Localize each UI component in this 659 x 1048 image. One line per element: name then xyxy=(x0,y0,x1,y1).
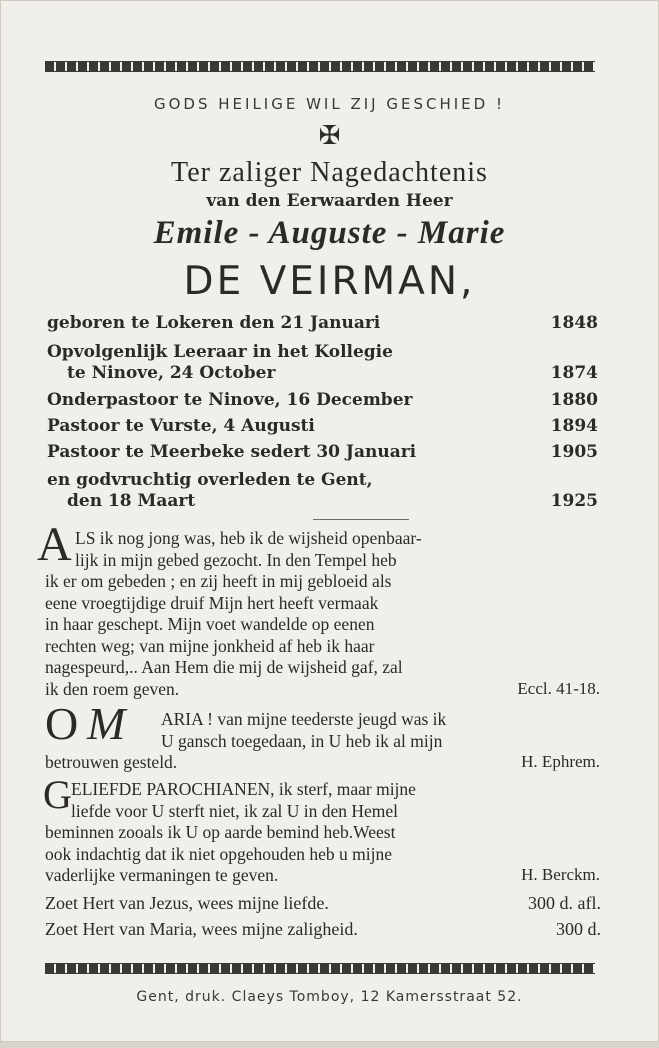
prayer-line xyxy=(45,919,601,940)
prayer-text: Zoet Hert van Maria, wees mijne zaligheid. xyxy=(45,919,358,939)
quote-line: in haar geschept. Mijn voet wandelde op eenen xyxy=(45,614,375,634)
motto: GODS HEILIGE WIL ZIJ GESCHIED ! xyxy=(154,95,505,113)
quote-line: ELIEFDE PAROCHIANEN, ik sterf, maar mijne xyxy=(71,779,416,799)
quote-line: ik den roem geven. xyxy=(45,678,180,699)
bio-year: 1848 xyxy=(550,313,598,333)
bio-line: Opvolgenlijk Leeraar in het Kollegie xyxy=(47,342,393,362)
bio-year: 1874 xyxy=(550,363,598,383)
quote-line: U gansch toegedaan, in U heb ik al mijn xyxy=(161,730,443,751)
bio-year: 1880 xyxy=(550,390,598,410)
bio-line: Pastoor te Meerbeke sedert 30 Januari xyxy=(47,442,417,462)
maria-quote xyxy=(45,709,601,774)
quote-line: rechten weg; van mijne jonkheid af heb ik haar xyxy=(45,635,375,656)
quote-source: Eccl. 41-18. xyxy=(517,679,600,698)
drop-cap-a: A xyxy=(37,518,72,571)
parish-quote xyxy=(45,779,601,887)
bio-line: Onderpastoor te Ninove, 16 December xyxy=(47,390,413,410)
section-divider xyxy=(313,519,409,520)
heading: Ter zaliger Nagedachtenis xyxy=(171,157,488,188)
prayer-indulgence: 300 d. xyxy=(556,919,601,939)
cross-icon: ✠ xyxy=(318,121,341,151)
quote-source: H. Ephrem. xyxy=(521,752,600,771)
drop-cap-o: O xyxy=(45,698,79,749)
quote-line: LS ik nog jong was, heb ik de wijsheid openbaar- xyxy=(75,528,422,548)
bio-line: geboren te Lokeren den 21 Januari xyxy=(47,313,381,333)
bio-line: Pastoor te Vurste, 4 Augusti xyxy=(47,416,315,436)
quote-line: vaderlijke vermaningen te geven. xyxy=(45,865,279,885)
bio-year: 1905 xyxy=(550,442,598,462)
bio-line: den 18 Maart xyxy=(67,491,196,511)
quote-line: nagespeurd,.. Aan Hem die mij de wijsheid gaf, zal xyxy=(45,657,403,677)
quote-line: beminnen zooals ik U op aarde bemind heb.Weest xyxy=(45,822,396,842)
prayer-text: Zoet Hert van Jezus, wees mijne liefde. xyxy=(45,893,329,913)
bio-line: en godvruchtig overleden te Gent, xyxy=(47,470,373,490)
quote-line: liefde voor U sterft niet, ik zal U in den Hemel xyxy=(71,800,399,821)
wisdom-quote xyxy=(45,528,601,700)
quote-source: H. Berckm. xyxy=(521,865,600,884)
quote-line: ik er om gebeden ; en zij heeft in mij gebloeid als xyxy=(45,571,392,591)
bio-line: te Ninove, 24 October xyxy=(67,363,276,383)
quote-line: betrouwen gesteld. xyxy=(45,752,178,772)
prayer-line xyxy=(45,893,601,914)
printer-imprint: Gent, druk. Claeys Tomboy, 12 Kamersstraat 52. xyxy=(136,989,523,1005)
drop-cap-m: M xyxy=(87,698,126,749)
bio-year: 1894 xyxy=(550,416,598,436)
subheading: van den Eerwaarden Heer xyxy=(206,191,453,211)
quote-line: eene vroegtijdige druif Mijn hert heeft vermaak xyxy=(45,592,379,613)
drop-cap-g: G xyxy=(43,772,72,817)
top-ornament-band xyxy=(45,61,595,72)
quote-line: lijk in mijn gebed gezocht. In den Tempel heb xyxy=(75,549,397,570)
prayer-indulgence: 300 d. afl. xyxy=(528,893,601,913)
surname: DE VEIRMAN, xyxy=(183,259,476,304)
quote-line: ARIA ! van mijne teederste jeugd was ik xyxy=(161,709,447,729)
bio-year: 1925 xyxy=(550,491,598,511)
bottom-ornament-band xyxy=(45,963,595,974)
quote-line: ook indachtig dat ik niet opgehouden heb u mijne xyxy=(45,843,393,864)
given-names: Emile - Auguste - Marie xyxy=(153,215,506,251)
